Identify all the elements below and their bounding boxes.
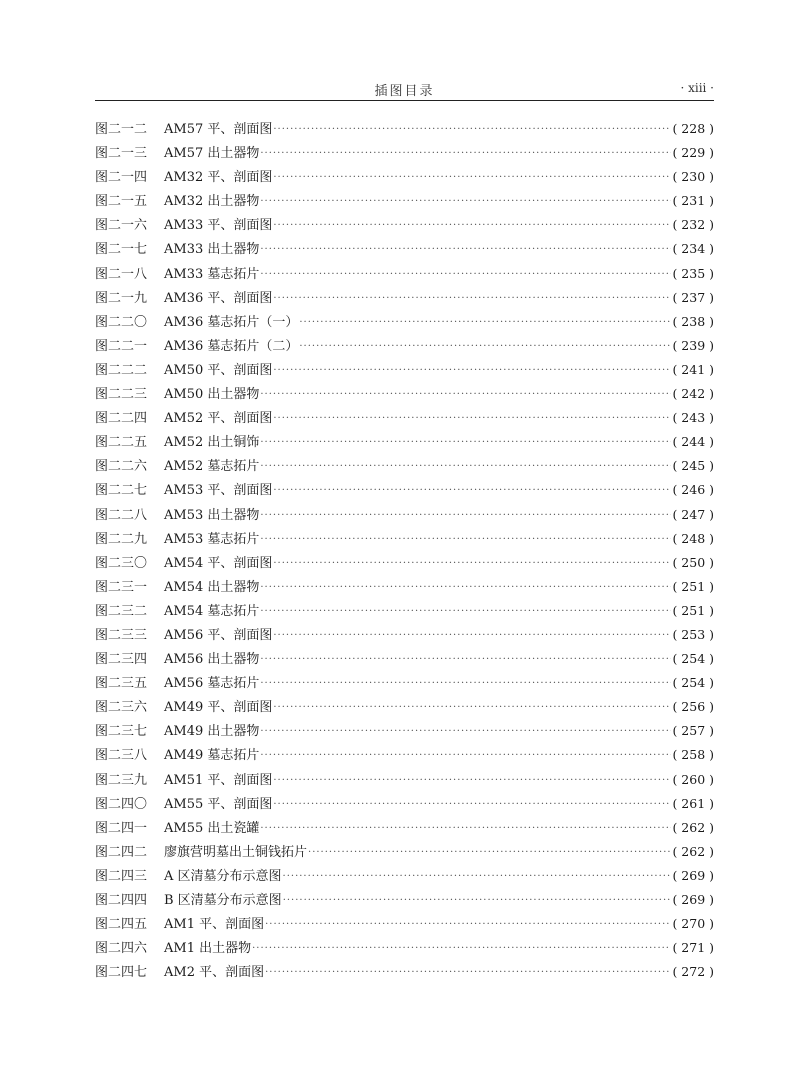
page-number: ( 228 ) xyxy=(672,121,714,136)
dot-leader xyxy=(252,943,671,954)
toc-entry xyxy=(95,166,714,190)
figure-number: 图二一二 xyxy=(95,122,148,137)
figure-number: 图二四五 xyxy=(95,917,148,933)
figure-title: AM52 出土铜饰 xyxy=(164,435,260,451)
dot-leader xyxy=(299,341,671,352)
toc-entry xyxy=(95,383,714,407)
figure-title: AM54 墓志拓片 xyxy=(164,603,260,619)
dot-leader xyxy=(260,582,671,593)
figure-number: 图二二三 xyxy=(95,387,148,403)
figure-title: AM54 出土器物 xyxy=(164,579,260,595)
figure-number: 图二三七 xyxy=(95,724,148,740)
figure-title: 廖旗营明墓出土铜钱拓片 xyxy=(164,844,308,860)
figure-number: 图二二一 xyxy=(95,338,148,354)
page-number: ( 235 ) xyxy=(672,265,714,281)
page-number: ( 246 ) xyxy=(672,482,714,498)
dot-leader xyxy=(260,726,671,737)
figure-number: 图二二五 xyxy=(95,435,148,451)
dot-leader xyxy=(260,750,671,761)
page-number: ( 271 ) xyxy=(672,940,714,956)
figure-number: 图二三三 xyxy=(95,627,148,643)
dot-leader xyxy=(260,510,671,521)
page-number: ( 254 ) xyxy=(672,675,714,691)
figure-title: AM36 平、剖面图 xyxy=(164,290,273,306)
figure-title: AM49 墓志拓片 xyxy=(164,748,260,764)
page-number: ( 269 ) xyxy=(672,892,714,907)
figure-number: 图二一三 xyxy=(95,146,148,162)
figure-title: AM53 平、剖面图 xyxy=(164,483,273,499)
figure-number: 图二四七 xyxy=(95,965,148,981)
toc-entry xyxy=(95,961,714,985)
page-number: ( 241 ) xyxy=(672,361,714,377)
page-number: ( 232 ) xyxy=(672,217,714,233)
figure-number: 图二四二 xyxy=(95,844,148,860)
dot-leader xyxy=(260,606,671,617)
page-number: ( 229 ) xyxy=(672,145,714,161)
figure-number: 图二三九 xyxy=(95,772,148,788)
figure-title: AM36 墓志拓片（一） xyxy=(164,314,299,330)
dot-leader xyxy=(299,317,671,328)
figure-number: 图二三五 xyxy=(95,676,148,692)
toc-entry xyxy=(95,118,714,142)
figure-title: AM56 出土器物 xyxy=(164,652,260,668)
page-number: ( 245 ) xyxy=(672,458,714,474)
page-number: ( 261 ) xyxy=(672,795,714,811)
dot-leader xyxy=(273,702,671,713)
figure-number: 图二一六 xyxy=(95,218,148,234)
page-number: ( 258 ) xyxy=(672,747,714,763)
page-number: ( 256 ) xyxy=(672,699,714,715)
toc-entry xyxy=(95,311,714,335)
figure-number: 图二四三 xyxy=(95,868,148,884)
dot-leader xyxy=(260,389,671,400)
toc-entry xyxy=(95,287,714,311)
dot-leader xyxy=(260,244,671,255)
page-number: ( 247 ) xyxy=(672,506,714,522)
dot-leader xyxy=(260,196,671,207)
toc-entry xyxy=(95,793,714,817)
figure-title: AM49 出土器物 xyxy=(164,724,260,740)
dot-leader xyxy=(283,871,672,882)
toc-entry xyxy=(95,769,714,793)
toc-entry xyxy=(95,214,714,238)
page-number: ( 262 ) xyxy=(672,819,714,835)
figure-title: AM56 墓志拓片 xyxy=(164,676,260,692)
figure-number: 图二三八 xyxy=(95,748,148,764)
figure-title: AM57 平、剖面图 xyxy=(164,122,273,137)
toc-entry xyxy=(95,359,714,383)
figure-title: AM36 墓志拓片（二） xyxy=(164,338,299,354)
dot-leader xyxy=(260,678,671,689)
figure-title: AM33 出土器物 xyxy=(164,242,260,258)
dot-leader xyxy=(260,437,671,448)
figure-title: AM52 墓志拓片 xyxy=(164,459,260,475)
page-number: ( 270 ) xyxy=(672,916,714,932)
toc-entry xyxy=(95,407,714,431)
toc-entry xyxy=(95,263,714,287)
page-number: ( 248 ) xyxy=(672,530,714,546)
dot-leader xyxy=(260,269,671,280)
figure-title: AM53 墓志拓片 xyxy=(164,531,260,547)
dot-leader xyxy=(265,919,671,930)
figure-title: AM32 出土器物 xyxy=(164,194,260,210)
figure-title: AM57 出土器物 xyxy=(164,146,260,162)
figure-title: AM32 平、剖面图 xyxy=(164,170,273,186)
dot-leader xyxy=(273,124,671,135)
figure-number: 图二二六 xyxy=(95,459,148,475)
page-number: ( 254 ) xyxy=(672,651,714,667)
toc-entry xyxy=(95,142,714,166)
dot-leader xyxy=(273,365,671,376)
toc-entry xyxy=(95,865,714,889)
page-number: ( 237 ) xyxy=(672,289,714,305)
toc-entry xyxy=(95,600,714,624)
figure-number: 图二一五 xyxy=(95,194,148,210)
toc-entry xyxy=(95,648,714,672)
header-page-number: · xiii · xyxy=(680,81,714,95)
dot-leader xyxy=(273,558,671,569)
figure-list xyxy=(95,118,714,985)
figure-number: 图二三二 xyxy=(95,603,148,619)
figure-number: 图二一八 xyxy=(95,266,148,282)
figure-number: 图二三四 xyxy=(95,652,148,668)
dot-leader xyxy=(308,847,671,858)
page-number: ( 269 ) xyxy=(672,867,714,883)
figure-number: 图二三六 xyxy=(95,700,148,716)
running-header xyxy=(95,78,714,101)
toc-entry xyxy=(95,913,714,937)
figure-number: 图二二九 xyxy=(95,531,148,547)
toc-entry xyxy=(95,937,714,961)
page-number: ( 253 ) xyxy=(672,626,714,642)
figure-number: 图二三一 xyxy=(95,579,148,595)
page-number: ( 243 ) xyxy=(672,410,714,426)
toc-entry xyxy=(95,889,714,913)
toc-entry xyxy=(95,479,714,503)
toc-entry xyxy=(95,841,714,865)
toc-entry xyxy=(95,817,714,841)
figure-number: 图二二八 xyxy=(95,507,148,523)
page-number: ( 244 ) xyxy=(672,434,714,450)
figure-number: 图二二四 xyxy=(95,411,148,427)
dot-leader xyxy=(273,413,671,424)
page-number: ( 230 ) xyxy=(672,169,714,185)
dot-leader xyxy=(260,823,671,834)
page-number: ( 234 ) xyxy=(672,241,714,257)
toc-entry xyxy=(95,528,714,552)
figure-title: AM49 平、剖面图 xyxy=(164,700,273,716)
toc-entry xyxy=(95,335,714,359)
toc-entry xyxy=(95,720,714,744)
figure-number: 图二四〇 xyxy=(95,796,148,812)
toc-entry xyxy=(95,190,714,214)
page-number: ( 272 ) xyxy=(672,964,714,980)
figure-title: AM54 平、剖面图 xyxy=(164,555,273,571)
dot-leader xyxy=(273,293,671,304)
figure-title: AM50 平、剖面图 xyxy=(164,362,273,378)
figure-title: AM1 出土器物 xyxy=(164,941,252,957)
dot-leader xyxy=(260,148,671,159)
figure-number: 图二四四 xyxy=(95,893,148,908)
figure-number: 图二二〇 xyxy=(95,314,148,330)
figure-number: 图二二七 xyxy=(95,483,148,499)
dot-leader xyxy=(260,534,671,545)
dot-leader xyxy=(265,967,671,978)
page-number: ( 251 ) xyxy=(672,578,714,594)
page-number: ( 250 ) xyxy=(672,554,714,570)
toc-entry xyxy=(95,576,714,600)
page-number: ( 242 ) xyxy=(672,386,714,402)
dot-leader xyxy=(273,172,671,183)
page-number: ( 257 ) xyxy=(672,723,714,739)
dot-leader xyxy=(273,799,671,810)
page-number: ( 251 ) xyxy=(672,602,714,618)
figure-number: 图二四一 xyxy=(95,820,148,836)
page-number: ( 260 ) xyxy=(672,771,714,787)
page-number: ( 238 ) xyxy=(672,313,714,329)
figure-title: B 区清墓分布示意图 xyxy=(164,893,282,908)
header-title: 插图目录 xyxy=(374,84,435,99)
figure-number: 图二三〇 xyxy=(95,555,148,571)
figure-number: 图二四六 xyxy=(95,941,148,957)
figure-number: 图二一四 xyxy=(95,170,148,186)
toc-entry xyxy=(95,696,714,720)
page-number: ( 262 ) xyxy=(672,843,714,859)
dot-leader xyxy=(283,895,672,906)
toc-entry xyxy=(95,504,714,528)
dot-leader xyxy=(273,220,671,231)
figure-number: 图二一七 xyxy=(95,242,148,258)
toc-entry xyxy=(95,552,714,576)
figure-title: AM56 平、剖面图 xyxy=(164,627,273,643)
dot-leader xyxy=(260,654,671,665)
toc-entry xyxy=(95,624,714,648)
figure-number: 图二一九 xyxy=(95,290,148,306)
figure-title: AM1 平、剖面图 xyxy=(164,917,265,933)
toc-entry xyxy=(95,744,714,768)
page-number: ( 231 ) xyxy=(672,193,714,209)
figure-number: 图二二二 xyxy=(95,362,148,378)
toc-entry xyxy=(95,238,714,262)
dot-leader xyxy=(273,775,671,786)
figure-title: AM50 出土器物 xyxy=(164,387,260,403)
dot-leader xyxy=(260,461,671,472)
figure-title: AM52 平、剖面图 xyxy=(164,411,273,427)
figure-title: AM33 墓志拓片 xyxy=(164,266,260,282)
figure-title: AM33 平、剖面图 xyxy=(164,218,273,234)
figure-title: A 区清墓分布示意图 xyxy=(164,868,282,884)
toc-entry xyxy=(95,672,714,696)
figure-title: AM55 平、剖面图 xyxy=(164,796,273,812)
page-number: ( 239 ) xyxy=(672,337,714,353)
figure-title: AM55 出土瓷罐 xyxy=(164,820,260,836)
dot-leader xyxy=(273,630,671,641)
figure-title: AM53 出土器物 xyxy=(164,507,260,523)
toc-entry xyxy=(95,455,714,479)
figure-title: AM2 平、剖面图 xyxy=(164,965,265,981)
dot-leader xyxy=(273,485,671,496)
figure-title: AM51 平、剖面图 xyxy=(164,772,273,788)
toc-entry xyxy=(95,431,714,455)
